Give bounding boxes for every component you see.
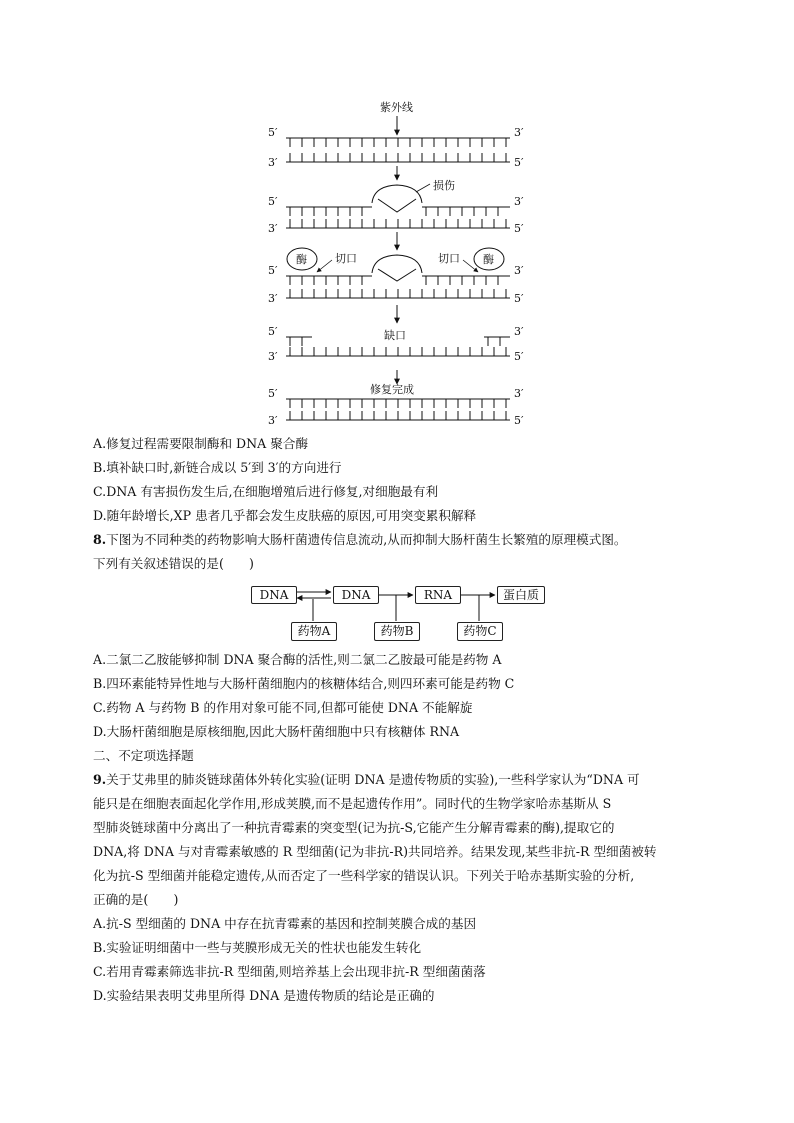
flow-box-rna: RNA bbox=[415, 586, 461, 604]
q7-option-b: B.填补缺口时,新链合成以 5′到 3′的方向进行 bbox=[93, 460, 342, 475]
strand-4-bottom-5-end: 5′ bbox=[514, 350, 524, 363]
q9-option-a: A.抗-S 型细菌的 DNA 中存在抗青霉素的基因和控制荚膜合成的基因 bbox=[93, 916, 477, 931]
q9-option-d: D.实验结果表明艾弗里所得 DNA 是遗传物质的结论是正确的 bbox=[93, 988, 435, 1003]
cut-label-right: 切口 bbox=[438, 252, 460, 265]
flow-box-dna-1: DNA bbox=[251, 586, 297, 604]
strand-3-bottom-5-end: 5′ bbox=[514, 292, 524, 305]
cut-label-left: 切口 bbox=[335, 252, 357, 265]
uv-label: 紫外线 bbox=[380, 101, 413, 114]
svg-text:酶: 酶 bbox=[483, 253, 494, 266]
q9-stem-line1: 9.关于艾弗里的肺炎链球菌体外转化实验(证明 DNA 是遗传物质的实验),一些科学家认为“DNA 可 bbox=[93, 772, 640, 787]
strand-3-bottom-3-end: 3′ bbox=[268, 292, 278, 305]
q7-option-c: C.DNA 有害损伤发生后,在细胞增殖后进行修复,对细胞最有利 bbox=[93, 484, 439, 499]
q7-option-a: A.修复过程需要限制酶和 DNA 聚合酶 bbox=[93, 436, 309, 451]
q9-option-b: B.实验证明细菌中一些与荚膜形成无关的性状也能发生转化 bbox=[93, 940, 422, 955]
q9-stem-line2: 能只是在细胞表面起化学作用,形成荚膜,而不是起遗传作用”。同时代的生物学家哈赤基斯从 S bbox=[93, 796, 612, 811]
q9-stem-line6: 正确的是( ) bbox=[93, 892, 179, 907]
strand-4-top-3-end: 3′ bbox=[514, 325, 524, 338]
q7-option-d: D.随年龄增长,XP 患者几乎都会发生皮肤癌的原因,可用突变累积解释 bbox=[93, 508, 477, 523]
strand-3-top-3-end: 3′ bbox=[514, 264, 524, 277]
strand-2-bottom-5-end: 5′ bbox=[514, 222, 524, 235]
drug-b-box: 药物B bbox=[374, 622, 420, 641]
drug-a-box: 药物A bbox=[291, 622, 337, 641]
damage-label: 损伤 bbox=[433, 179, 455, 192]
strand-1-top-5-end: 5′ bbox=[268, 126, 278, 139]
strand-5-top-3-end: 3′ bbox=[514, 387, 524, 400]
strand-3-top-5-end: 5′ bbox=[268, 264, 278, 277]
q8-stem-line1: 8.下图为不同种类的药物影响大肠杆菌遗传信息流动,从而抑制大肠杆菌生长繁殖的原理模式图。 bbox=[93, 532, 627, 547]
q8-option-b: B.四环素能特异性地与大肠杆菌细胞内的核糖体结合,则四环素可能是药物 C bbox=[93, 676, 515, 691]
strand-2-top-3-end: 3′ bbox=[514, 195, 524, 208]
strand-1-bottom-3-end: 3′ bbox=[268, 156, 278, 169]
q8-number: 8. bbox=[93, 532, 107, 547]
repair-label: 修复完成 bbox=[370, 383, 414, 396]
strand-1-bottom-5-end: 5′ bbox=[514, 156, 524, 169]
q8-option-d: D.大肠杆菌细胞是原核细胞,因此大肠杆菌细胞中只有核糖体 RNA bbox=[93, 724, 460, 739]
strand-2-bottom-3-end: 3′ bbox=[268, 222, 278, 235]
section2-title: 二、不定项选择题 bbox=[93, 748, 194, 763]
flow-box-dna-2: DNA bbox=[333, 586, 379, 604]
q8-option-c: C.药物 A 与药物 B 的作用对象可能不同,但都可能使 DNA 不能解旋 bbox=[93, 700, 473, 715]
q9-number: 9. bbox=[93, 772, 107, 787]
flow-box-protein: 蛋白质 bbox=[497, 586, 545, 604]
strand-1-top-3-end: 3′ bbox=[514, 126, 524, 139]
strand-5-top-5-end: 5′ bbox=[268, 387, 278, 400]
strand-2-top-5-end: 5′ bbox=[268, 195, 278, 208]
svg-text:酶: 酶 bbox=[296, 253, 307, 266]
strand-5-bottom-3-end: 3′ bbox=[268, 414, 278, 427]
drug-c-box: 药物C bbox=[457, 622, 503, 641]
strand-4-bottom-3-end: 3′ bbox=[268, 350, 278, 363]
q8-option-a: A.二氯二乙胺能够抑制 DNA 聚合酶的活性,则二氯二乙胺最可能是药物 A bbox=[93, 652, 502, 667]
q9-stem-line4: DNA,将 DNA 与对青霉素敏感的 R 型细菌(记为非抗-R)共同培养。结果发现,某些非抗-R 型细菌被转 bbox=[93, 844, 657, 859]
strand-4-top-5-end: 5′ bbox=[268, 325, 278, 338]
q9-stem-line5: 化为抗-S 型细菌并能稳定遗传,从而否定了一些科学家的错误认识。下列关于哈赤基斯实验的分析, bbox=[93, 868, 635, 883]
q9-stem-line3: 型肺炎链球菌中分离出了一种抗青霉素的突变型(记为抗-S,它能产生分解青霉素的酶),提取它的 bbox=[93, 820, 615, 835]
q9-option-c: C.若用青霉素筛选非抗-R 型细菌,则培养基上会出现非抗-R 型细菌菌落 bbox=[93, 964, 486, 979]
gap-label: 缺口 bbox=[384, 329, 406, 342]
q8-stem-line2: 下列有关叙述错误的是( ) bbox=[93, 556, 254, 571]
strand-5-bottom-5-end: 5′ bbox=[514, 414, 524, 427]
